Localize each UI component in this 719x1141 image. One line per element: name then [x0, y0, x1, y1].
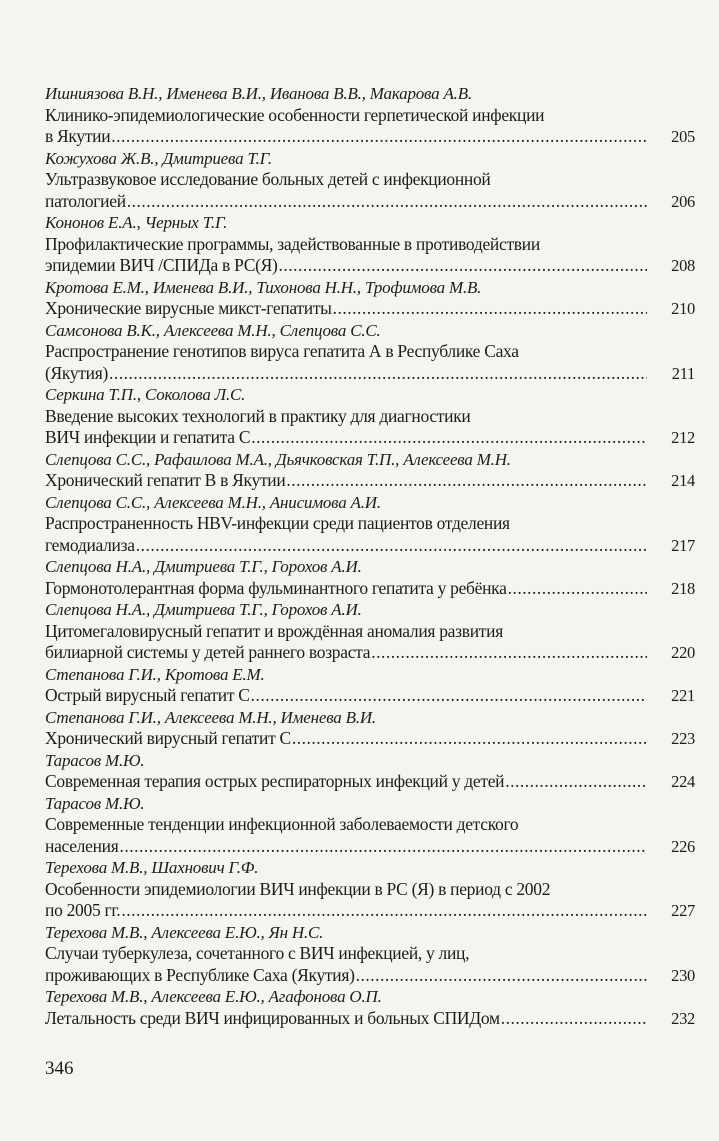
entry-title: [45, 470, 695, 492]
entry-title-line: Распространенность HBV-инфекции среди пациентов отделения: [45, 513, 510, 533]
entry-authors: Серкина Т.П., Соколова Л.С.: [45, 385, 246, 404]
entry-title-text: Гормонотолерантная форма фульминантного гепатита у ребёнка: [45, 577, 507, 598]
toc-entry: [45, 922, 695, 987]
entry-title: [45, 513, 695, 556]
entry-title-line: [45, 771, 695, 793]
dot-leader: [279, 255, 647, 277]
entry-title-line: Распространение генотипов вируса гепатита А в Республике Саха: [45, 341, 519, 361]
entry-authors: Ишниязова В.Н., Именева В.И., Иванова В.В., Макарова А.В.: [45, 84, 472, 103]
entry-title-line: Цитомегаловирусный гепатит и врождённая аномалия развития: [45, 620, 503, 641]
toc-entry: [45, 793, 695, 858]
entry-title-text: Хронические вирусные микст-гепатиты: [45, 298, 332, 318]
toc-entry: [45, 449, 695, 492]
entry-title: [45, 814, 695, 857]
dot-leader: [251, 685, 647, 707]
dot-leader: [136, 535, 647, 557]
toc-entry: [45, 492, 695, 557]
entry-title-text: эпидемии ВИЧ /СПИДа в РС(Я): [45, 255, 278, 275]
toc-entry: [45, 986, 695, 1029]
entry-authors: Тарасов М.Ю.: [45, 793, 145, 813]
entry-title-text: в Якутии: [45, 126, 111, 146]
entry-page-number: 230: [671, 965, 695, 985]
toc-entry: [45, 750, 695, 793]
entry-authors: Кожухова Ж.В., Дмитриева Т.Г.: [45, 148, 272, 168]
entry-page-number: 217: [671, 535, 695, 555]
entry-authors: Степанова Г.И., Кротова Е.М.: [45, 664, 265, 684]
entry-page-number: 214: [671, 471, 695, 490]
entry-title: [45, 771, 695, 793]
dot-leader: [356, 965, 647, 987]
toc-entry: [45, 277, 695, 320]
dot-leader: [111, 126, 647, 148]
entry-title: [45, 234, 695, 277]
entry-title-line: Случаи туберкулеза, сочетанного с ВИЧ инфекцией, у лиц,: [45, 943, 470, 963]
entry-title-line: [45, 298, 695, 320]
dot-leader: [127, 191, 647, 213]
toc-entry: [45, 384, 695, 449]
entry-authors: Кононов Е.А., Черных Т.Г.: [45, 213, 228, 232]
entry-title-line: [45, 900, 695, 922]
entry-authors: Самсонова В.К., Алексеева М.Н., Слепцова С.С.: [45, 320, 381, 340]
entry-title: [45, 1008, 695, 1030]
dot-leader: [508, 578, 647, 600]
entry-title: [45, 298, 695, 320]
entry-page-number: 232: [671, 1008, 695, 1028]
entry-title-line: [45, 255, 695, 277]
entry-authors: Кротова Е.М., Именева В.И., Тихонова Н.Н., Трофимова М.В.: [45, 277, 482, 297]
dot-leader: [251, 427, 647, 449]
dot-leader: [109, 363, 647, 385]
entry-authors: Степанова Г.И., Алексеева М.Н., Именева В.И.: [45, 707, 376, 727]
entry-authors: Слепцова С.С., Рафаилова М.А., Дьячковская Т.П., Алексеева М.Н.: [45, 449, 511, 469]
entry-title-line: [45, 642, 695, 664]
dot-leader: [333, 298, 647, 320]
entry-authors: Тарасов М.Ю.: [45, 750, 145, 770]
dot-leader: [286, 470, 647, 492]
entry-title: [45, 169, 695, 212]
entry-page-number: 212: [671, 428, 695, 447]
entry-authors: Терехова М.В., Алексеева Е.Ю., Агафонова О.П.: [45, 987, 382, 1006]
entry-title-line: [45, 535, 695, 557]
entry-title: [45, 578, 695, 600]
dot-leader: [292, 728, 647, 750]
entry-title-text: Хронический вирусный гепатит С: [45, 728, 291, 748]
page-number: 346: [45, 1058, 74, 1079]
entry-title-text: гемодиализа: [45, 534, 135, 555]
toc-entry: [45, 857, 695, 922]
entry-title-text: Острый вирусный гепатит С: [45, 685, 250, 705]
entry-title-line: [45, 427, 695, 449]
entry-title: [45, 728, 695, 750]
entry-title: [45, 685, 695, 707]
entry-authors: Терехова М.В., Алексеева Е.Ю., Ян Н.С.: [45, 922, 324, 942]
entry-page-number: 208: [671, 256, 695, 275]
entry-title-line: [45, 965, 695, 987]
dot-leader: [121, 900, 647, 922]
dot-leader: [505, 771, 647, 793]
entry-title: [45, 406, 695, 449]
entry-authors: Слепцова Н.А., Дмитриева Т.Г., Горохов А.И.: [45, 600, 362, 619]
toc-entry: [45, 212, 695, 277]
entry-title-line: [45, 578, 695, 600]
toc-entry: [45, 664, 695, 707]
entry-title-text: Современная терапия острых респираторных инфекций у детей: [45, 771, 505, 791]
entry-authors: Терехова М.В., Шахнович Г.Ф.: [45, 858, 259, 877]
toc-entry: [45, 556, 695, 599]
entry-authors: Слепцова С.С., Алексеева М.Н., Анисимова А.И.: [45, 492, 381, 512]
toc-entry: [45, 148, 695, 213]
entry-page-number: 227: [671, 901, 695, 920]
entry-title-line: Ультразвуковое исследование больных детей с инфекционной: [45, 169, 491, 189]
entry-title-line: [45, 470, 695, 492]
entry-title-line: Современные тенденции инфекционной заболеваемости детского: [45, 814, 519, 834]
dot-leader: [119, 836, 647, 858]
entry-title-line: [45, 836, 695, 858]
dot-leader: [501, 1008, 647, 1030]
entry-title-line: Введение высоких технологий в практику для диагностики: [45, 405, 471, 426]
entry-title-text: Летальность среди ВИЧ инфицированных и больных СПИДом: [45, 1007, 500, 1028]
toc-entry: [45, 83, 695, 148]
toc-entry: [45, 707, 695, 750]
entry-page-number: 211: [671, 363, 695, 383]
entry-title-line: [45, 685, 695, 707]
toc-entry: [45, 599, 695, 664]
entry-page-number: 206: [671, 191, 695, 211]
entry-page-number: 224: [671, 772, 695, 791]
entry-title-line: Особенности эпидемиологии ВИЧ инфекции в РС (Я) в период с 2002: [45, 878, 551, 899]
entry-page-number: 218: [671, 578, 695, 598]
entry-title: [45, 341, 695, 384]
entry-page-number: 220: [671, 643, 695, 662]
entry-title-text: населения: [45, 835, 119, 856]
entry-title: [45, 879, 695, 922]
dot-leader: [371, 642, 647, 664]
entry-page-number: 205: [671, 127, 695, 146]
entry-title: [45, 943, 695, 986]
entry-title-text: Хронический гепатит В в Якутии: [45, 470, 286, 490]
entry-title-text: патологией: [45, 190, 126, 211]
entry-title-text: по 2005 гг.: [45, 900, 121, 920]
entry-title-text: билиарной системы у детей раннего возраста: [45, 642, 371, 662]
entry-title-text: (Якутия): [45, 362, 108, 383]
toc-entry: [45, 320, 695, 385]
entry-title: [45, 621, 695, 664]
table-of-contents: [45, 83, 695, 1029]
entry-title-line: [45, 363, 695, 385]
entry-title-line: [45, 1008, 695, 1030]
entry-title-line: [45, 191, 695, 213]
entry-page-number: 210: [671, 299, 695, 318]
entry-title-line: Профилактические программы, задействованные в противодействии: [45, 233, 540, 254]
entry-title-line: [45, 728, 695, 750]
entry-title-line: [45, 126, 695, 148]
entry-title: [45, 105, 695, 148]
entry-title-text: ВИЧ инфекции и гепатита С: [45, 427, 251, 447]
entry-title-line: Клинико-эпидемиологические особенности герпетической инфекции: [45, 104, 545, 125]
entry-authors: Слепцова Н.А., Дмитриева Т.Г., Горохов А.И.: [45, 557, 362, 576]
entry-title-text: проживающих в Республике Саха (Якутия): [45, 964, 355, 985]
entry-page-number: 226: [671, 836, 695, 856]
entry-page-number: 223: [671, 729, 695, 748]
entry-page-number: 221: [671, 686, 695, 705]
